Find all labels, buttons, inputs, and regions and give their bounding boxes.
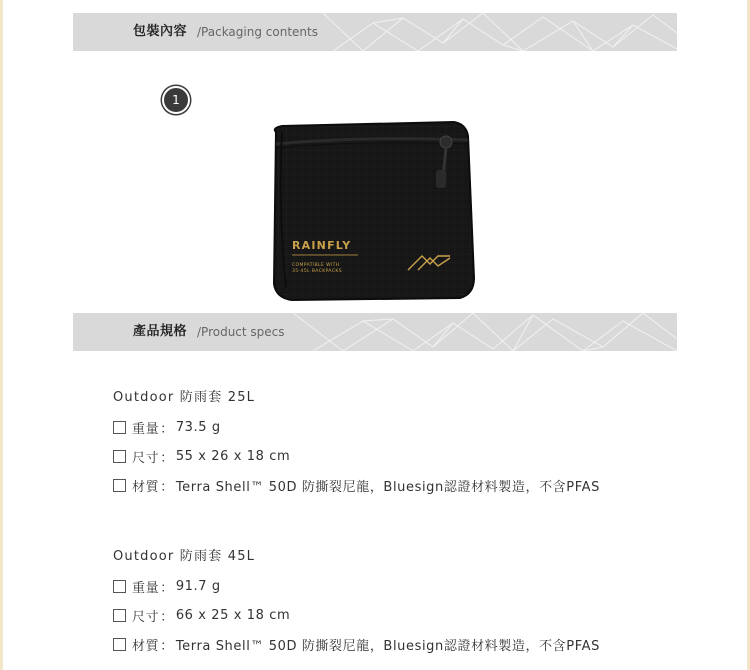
checkbox-icon: [113, 638, 126, 651]
specs-title: 產品規格: [133, 324, 188, 339]
packaging-subtitle: /Packaging contents: [197, 25, 318, 39]
product-tagline-1: COMPATIBLE WITH: [292, 263, 340, 268]
product-tagline-2: 35-45L BACKPACKS: [292, 269, 342, 274]
checkbox-icon: [113, 479, 126, 492]
spec-label: 重量: [132, 421, 160, 437]
packaging-title: 包裝內容: [133, 24, 188, 39]
spec-row-material: 材質 ： Terra Shell™ 50D 防撕裂尼龍，Bluesign認證材料製造，不含PFAS: [113, 475, 600, 495]
spec-value: Terra Shell™ 50D 防撕裂尼龍，Bluesign認證材料製造，不含PFAS: [175, 479, 600, 495]
spec-value: 91.7 g: [175, 578, 221, 594]
spec-value: 55 x 26 x 18 cm: [175, 448, 291, 464]
checkbox-icon: [113, 609, 126, 622]
spec-row-weight: 重量 ： 91.7 g: [113, 576, 600, 596]
spec-row-material: 材質 ： Terra Shell™ 50D 防撕裂尼龍，Bluesign認證材料製造，不含PFAS: [113, 634, 600, 654]
spec-label: 重量: [132, 580, 160, 596]
spec-title: Outdoor 防雨套 45L: [113, 549, 256, 564]
spec-row-size: 尺寸 ： 66 x 25 x 18 cm: [113, 605, 600, 625]
spec-value: 66 x 25 x 18 cm: [175, 607, 291, 623]
product-brand-text: RAINFLY: [292, 239, 352, 252]
spec-label: 尺寸: [132, 609, 160, 625]
checkbox-icon: [113, 421, 126, 434]
spec-value: 73.5 g: [175, 419, 221, 435]
spec-row-size: 尺寸 ： 55 x 26 x 18 cm: [113, 446, 600, 466]
spec-block-45l: [113, 547, 600, 663]
packaging-contents-header: [73, 13, 677, 51]
rainfly-pouch-image: [262, 118, 478, 308]
spec-value: Terra Shell™ 50D 防撕裂尼龍，Bluesign認證材料製造，不含PFAS: [175, 638, 600, 654]
spec-block-25l: [113, 388, 600, 504]
spec-label: 材質: [132, 638, 160, 654]
specs-subtitle: /Product specs: [197, 325, 285, 339]
spec-label: 尺寸: [132, 450, 160, 466]
checkbox-icon: [113, 580, 126, 593]
item-number-badge: 1: [162, 86, 190, 114]
spec-row-weight: 重量 ： 73.5 g: [113, 417, 600, 437]
checkbox-icon: [113, 450, 126, 463]
product-specs-header: [73, 313, 677, 351]
left-edge-stripe: [0, 0, 3, 670]
spec-label: 材質: [132, 479, 160, 495]
spec-title: Outdoor 防雨套 25L: [113, 390, 256, 405]
